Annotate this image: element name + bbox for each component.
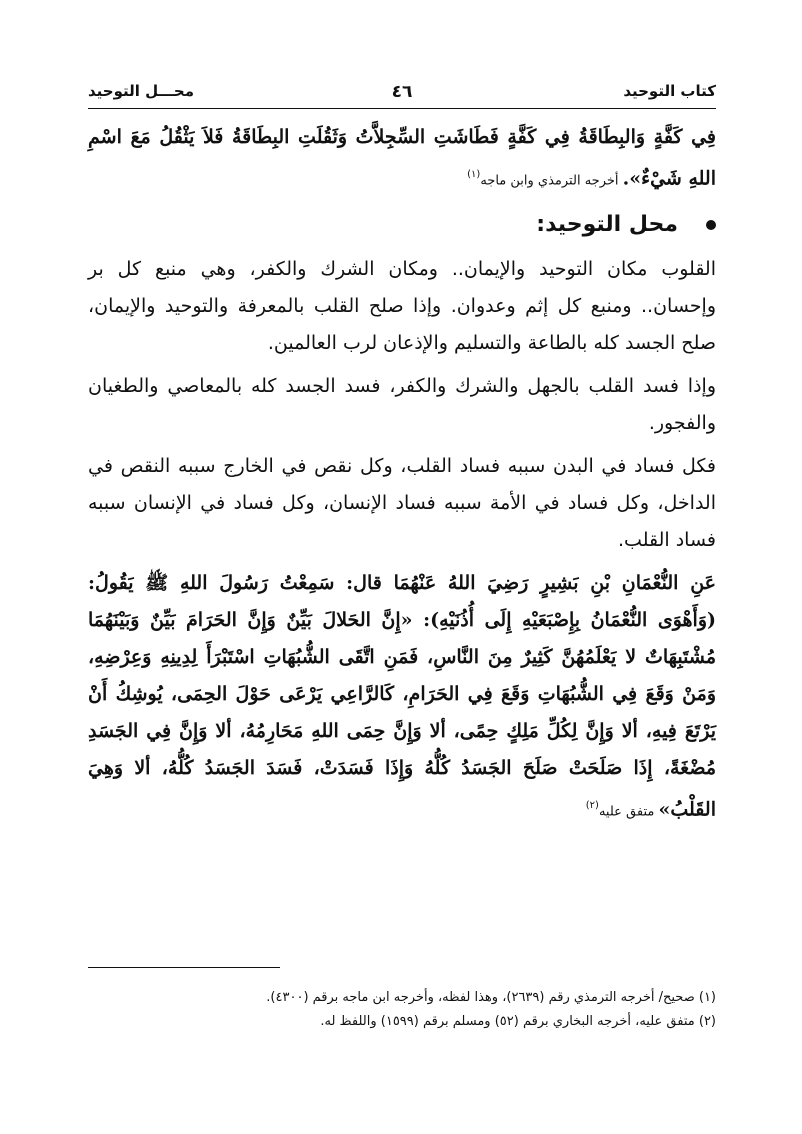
header-section-title: محـــل التوحيد <box>88 82 194 100</box>
bullet-icon <box>706 220 716 230</box>
section-heading <box>88 205 716 245</box>
footnote-ref-1[interactable]: (١) <box>467 169 481 180</box>
paragraph-1: القلوب مكان التوحيد والإيمان.. ومكان الشرك والكفر، وهي منبع كل بر وإحسان.. ومنبع كل إثم وعدوان. وإذا صلح القلب بالمعرفة والتوحيد والإيمان، صلح الجسد كله بالطاعة والتسليم والإذعان لرب العالمين. <box>88 258 716 355</box>
footnote-divider <box>88 967 280 968</box>
page-body <box>88 78 716 831</box>
hadith-2-source: متفق عليه <box>598 804 659 820</box>
footnote-ref-2[interactable]: (٢) <box>585 800 599 812</box>
section-heading-text: محل التوحيد: <box>536 212 678 238</box>
footnotes <box>88 986 716 1034</box>
hadith-2-text: عَنِ النُّعْمَانِ بْنِ بَشِيرٍ رَضِيَ اللهُ عَنْهُمَا قال: سَمِعْتُ رَسُولَ اللهِ ﷺ يَقُولُ: (وَأَهْوَى النُّعْمَانُ بِإِصْبَعَيْهِ إِلَى أُذُنَيْهِ): «إِنَّ الحَلالَ بَيِّنٌ وَإِنَّ الحَرَامَ بَيِّنٌ وَبَيْنَهُمَا مُشْتَبِهَاتٌ لا يَعْلَمُهُنَّ كَثِيرٌ مِنَ النَّاسِ، فَمَنِ اتَّقَى الشُّبُهَاتِ اسْتَبْرَأَ لِدِينِهِ وَعِرْضِهِ، وَمَنْ وَقَعَ فِي الشُّبُهَاتِ وَقَعَ فِي الحَرَامِ، كَالرَّاعِي يَرْعَى حَوْلَ الحِمَى، يُوشِكُ أَنْ يَرْتَعَ فِيهِ، ألا وَإِنَّ لِكُلِّ مَلِكٍ حِمًى، ألا وَإِنَّ حِمَى اللهِ مَحَارِمُهُ، ألا وَإِنَّ فِي الجَسَدِ مُضْغَةً، إِذَا صَلَحَتْ صَلَحَ الجَسَدُ كُلُّهُ وَإِذَا فَسَدَتْ، فَسَدَ الجَسَدُ كُلُّهُ، ألا وَهِيَ القَلْبُ» <box>88 572 716 821</box>
header-book-title: كتاب التوحيد <box>623 82 716 100</box>
footnote-1: (١) صحيح/ أخرجه الترمذي رقم (٢٦٣٩)، وهذا لفظه، وأخرجه ابن ماجه برقم (٤٣٠٠). <box>266 990 716 1005</box>
hadith-1-source: أخرجه الترمذي وابن ماجه <box>480 173 623 189</box>
hadith-1-text: فِي كَفَّةٍ وَالبِطَاقَةُ فِي كَفَّةٍ فَطَاشَتِ السِّجِلاَّتُ وَثَقُلَتِ البِطَاقَةُ فَلاَ يَثْقُلُ مَعَ اسْمِ اللهِ شَيْءٌ». <box>88 126 716 190</box>
header-page-number: ٤٦ <box>391 82 413 102</box>
running-header <box>88 78 716 109</box>
footnote-2: (٢) متفق عليه، أخرجه البخاري برقم (٥٢) ومسلم برقم (١٥٩٩) واللفظ له. <box>320 1014 716 1029</box>
hadith-2 <box>88 565 716 830</box>
paragraph-2: وإذا فسد القلب بالجهل والشرك والكفر، فسد الجسد كله بالمعاصي والطغيان والفجور. <box>88 375 716 435</box>
hadith-continuation <box>88 119 716 199</box>
paragraph-3: فكل فساد في البدن سببه فساد القلب، وكل نقص في الخارج سببه النقص في الداخل، وكل فساد في الأمة سببه فساد الإنسان، وكل فساد في الإنسان سببه فساد القلب. <box>88 455 716 552</box>
